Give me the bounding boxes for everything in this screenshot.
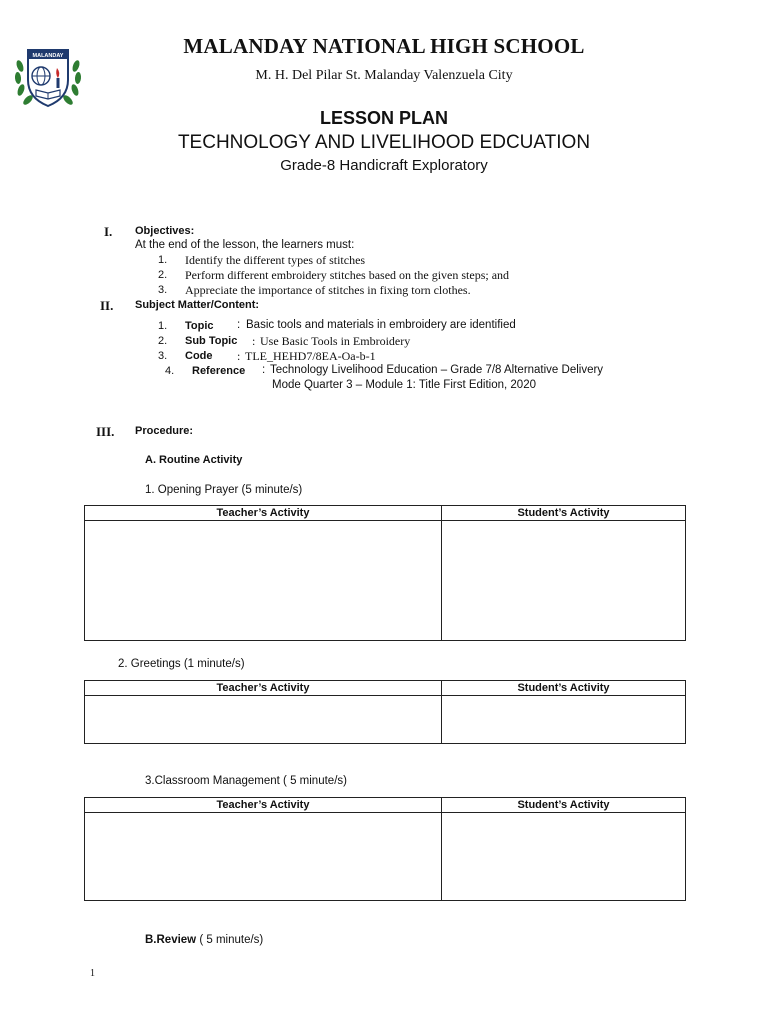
review-heading	[145, 934, 263, 946]
list-number: 2.	[158, 269, 168, 281]
activity-table	[84, 505, 686, 641]
teacher-activity-header: Teacher’s Activity	[85, 798, 442, 813]
subtopic-sep: :	[252, 334, 256, 348]
section-numeral: II.	[100, 298, 114, 313]
reference-value-cont: Mode Quarter 3 – Module 1: Title First Edition, 2020	[272, 379, 536, 391]
objective-item: Identify the different types of stitches	[185, 253, 366, 267]
student-activity-cell[interactable]	[442, 813, 686, 901]
school-name: MALANDAY NATIONAL HIGH SCHOOL	[183, 34, 585, 58]
review-label: B.Review	[145, 934, 197, 946]
teacher-activity-header: Teacher’s Activity	[85, 681, 442, 696]
student-activity-header: Student’s Activity	[442, 681, 686, 696]
code-value: TLE_HEHD7/8EA-Oa-b-1	[245, 349, 376, 363]
section-numeral: III.	[96, 424, 115, 439]
topic-value: Basic tools and materials in embroidery are identified	[246, 319, 516, 331]
reference-value: Technology Livelihood Education – Grade 7/8 Alternative Delivery	[270, 364, 604, 376]
activity-label: 1. Opening Prayer (5 minute/s)	[145, 484, 303, 496]
grade-title: Grade-8 Handicraft Exploratory	[280, 157, 488, 174]
procedure-heading: Procedure:	[135, 425, 194, 437]
reference-label: Reference	[192, 365, 246, 377]
page-number: 1	[90, 968, 95, 979]
activity-table	[84, 797, 686, 901]
list-number: 3.	[158, 284, 168, 296]
topic-sep: :	[237, 319, 241, 331]
teacher-activity-header: Teacher’s Activity	[85, 506, 442, 521]
teacher-activity-cell[interactable]	[85, 696, 442, 744]
section-numeral: I.	[104, 224, 113, 239]
student-activity-cell[interactable]	[442, 696, 686, 744]
subject-matter-heading: Subject Matter/Content:	[135, 299, 260, 311]
activity-table	[84, 680, 686, 744]
student-activity-header: Student’s Activity	[442, 506, 686, 521]
subtopic-label: Sub Topic	[185, 335, 238, 347]
teacher-activity-cell[interactable]	[85, 521, 442, 641]
objective-item: Appreciate the importance of stitches in fixing torn clothes.	[185, 283, 471, 297]
svg-text:MALANDAY: MALANDAY	[32, 53, 64, 59]
list-number: 4.	[165, 365, 175, 377]
school-address: M. H. Del Pilar St. Malanday Valenzuela City	[255, 68, 513, 83]
subtopic-value: Use Basic Tools in Embroidery	[260, 334, 411, 348]
routine-heading: A. Routine Activity	[145, 454, 243, 466]
list-number: 1.	[158, 320, 168, 332]
student-activity-header: Student’s Activity	[442, 798, 686, 813]
activity-label: 3.Classroom Management ( 5 minute/s)	[145, 775, 347, 787]
subject-title: TECHNOLOGY AND LIVELIHOOD EDCUATION	[177, 132, 591, 153]
objectives-intro: At the end of the lesson, the learners must:	[135, 239, 355, 251]
teacher-activity-cell[interactable]	[85, 813, 442, 901]
list-number: 2.	[158, 335, 168, 347]
topic-label: Topic	[185, 320, 214, 332]
document-title: LESSON PLAN	[319, 108, 448, 128]
review-duration: ( 5 minute/s)	[196, 934, 264, 946]
list-number: 3.	[158, 350, 168, 362]
objectives-heading: Objectives:	[135, 225, 195, 237]
reference-sep: :	[262, 364, 266, 376]
code-label: Code	[185, 350, 213, 362]
code-sep: :	[237, 349, 241, 363]
student-activity-cell[interactable]	[442, 521, 686, 641]
list-number: 1.	[158, 254, 168, 266]
activity-label: 2. Greetings (1 minute/s)	[118, 658, 245, 670]
objective-item: Perform different embroidery stitches based on the given steps; and	[185, 268, 510, 282]
